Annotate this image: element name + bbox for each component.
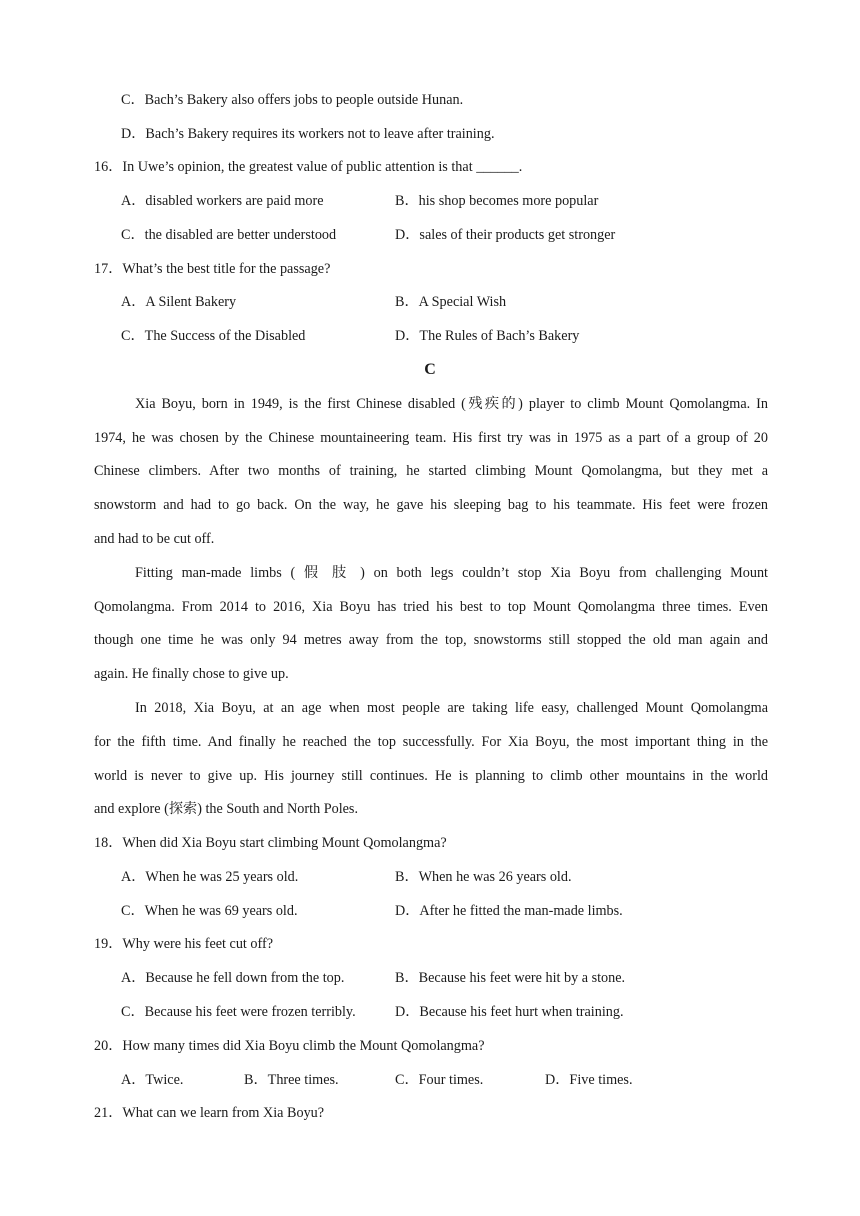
passage-line: 1974, he was chosen by the Chinese mountaineering team. His first try was in 1975 as a part of a group of 20 [94,430,768,446]
q16-option-c: C．the disabled are better understood [121,227,337,243]
q18-stem: 18．When did Xia Boyu start climbing Mount Qomolangma? [94,835,447,851]
q16-stem: 16．In Uwe’s opinion, the greatest value of public attention is that ______. [94,159,523,175]
q20-stem: 20．How many times did Xia Boyu climb the Mount Qomolangma? [94,1038,485,1054]
q18-option-a: A．When he was 25 years old. [121,869,299,885]
passage-line: though one time he was only 94 metres away from the top, snowstorms still stopped the old man again and [94,632,768,648]
q17-stem: 17．What’s the best title for the passage? [94,261,331,277]
passage-line: snowstorm and had to go back. On the way, he gave his sleeping bag to his teammate. His feet were frozen [94,497,768,513]
q17-option-c: C．The Success of the Disabled [121,328,306,344]
q21-stem: 21．What can we learn from Xia Boyu? [94,1105,325,1121]
passage-line: Chinese climbers. After two months of training, he started climbing Mount Qomolangma, but they met a [94,463,768,479]
q18-option-d: D．After he fitted the man-made limbs. [395,903,623,919]
passage-line: and had to be cut off. [94,531,215,547]
passage-line: Qomolangma. From 2014 to 2016, Xia Boyu has tried his best to top Mount Qomolangma three times. Even [94,599,768,615]
q18-option-b: B．When he was 26 years old. [395,869,572,885]
passage-line: In 2018, Xia Boyu, at an age when most people are taking life easy, challenged Mount Qomolangma [135,700,768,716]
q19-option-d: D．Because his feet hurt when training. [395,1004,624,1020]
q15-option-c: C．Bach’s Bakery also offers jobs to people outside Hunan. [121,92,464,108]
q20-option-d: D．Five times. [545,1072,633,1088]
q18-option-c: C．When he was 69 years old. [121,903,298,919]
q15-option-d: D．Bach’s Bakery requires its workers not to leave after training. [121,126,495,142]
passage-line: Fitting man-made limbs ( 假 肢 ) on both legs couldn’t stop Xia Boyu from challenging Mount [135,565,768,581]
q17-option-a: A．A Silent Bakery [121,294,237,310]
passage-line: for the fifth time. And finally he reached the top successfully. For Xia Boyu, the most important thing in the [94,734,768,750]
q17-option-b: B．A Special Wish [395,294,507,310]
q16-option-b: B．his shop becomes more popular [395,193,599,209]
q20-option-a: A．Twice. [121,1072,184,1088]
q19-option-b: B．Because his feet were hit by a stone. [395,970,626,986]
q17-option-d: D．The Rules of Bach’s Bakery [395,328,580,344]
passage-line: again. He finally chose to give up. [94,666,289,682]
passage-line: Xia Boyu, born in 1949, is the first Chinese disabled (残疾的) player to climb Mount Qomolangma. In [135,396,768,412]
q20-option-b: B．Three times. [244,1072,339,1088]
passage-line: world is never to give up. His journey still continues. He is planning to climb other mountains in the world [94,768,768,784]
q16-option-d: D．sales of their products get stronger [395,227,616,243]
q19-option-c: C．Because his feet were frozen terribly. [121,1004,356,1020]
q16-option-a: A．disabled workers are paid more [121,193,324,209]
q20-option-c: C．Four times. [395,1072,484,1088]
section-heading: C [424,361,436,378]
passage-line: and explore (探索) the South and North Poles. [94,801,358,817]
q19-option-a: A．Because he fell down from the top. [121,970,345,986]
q19-stem: 19．Why were his feet cut off? [94,936,273,952]
